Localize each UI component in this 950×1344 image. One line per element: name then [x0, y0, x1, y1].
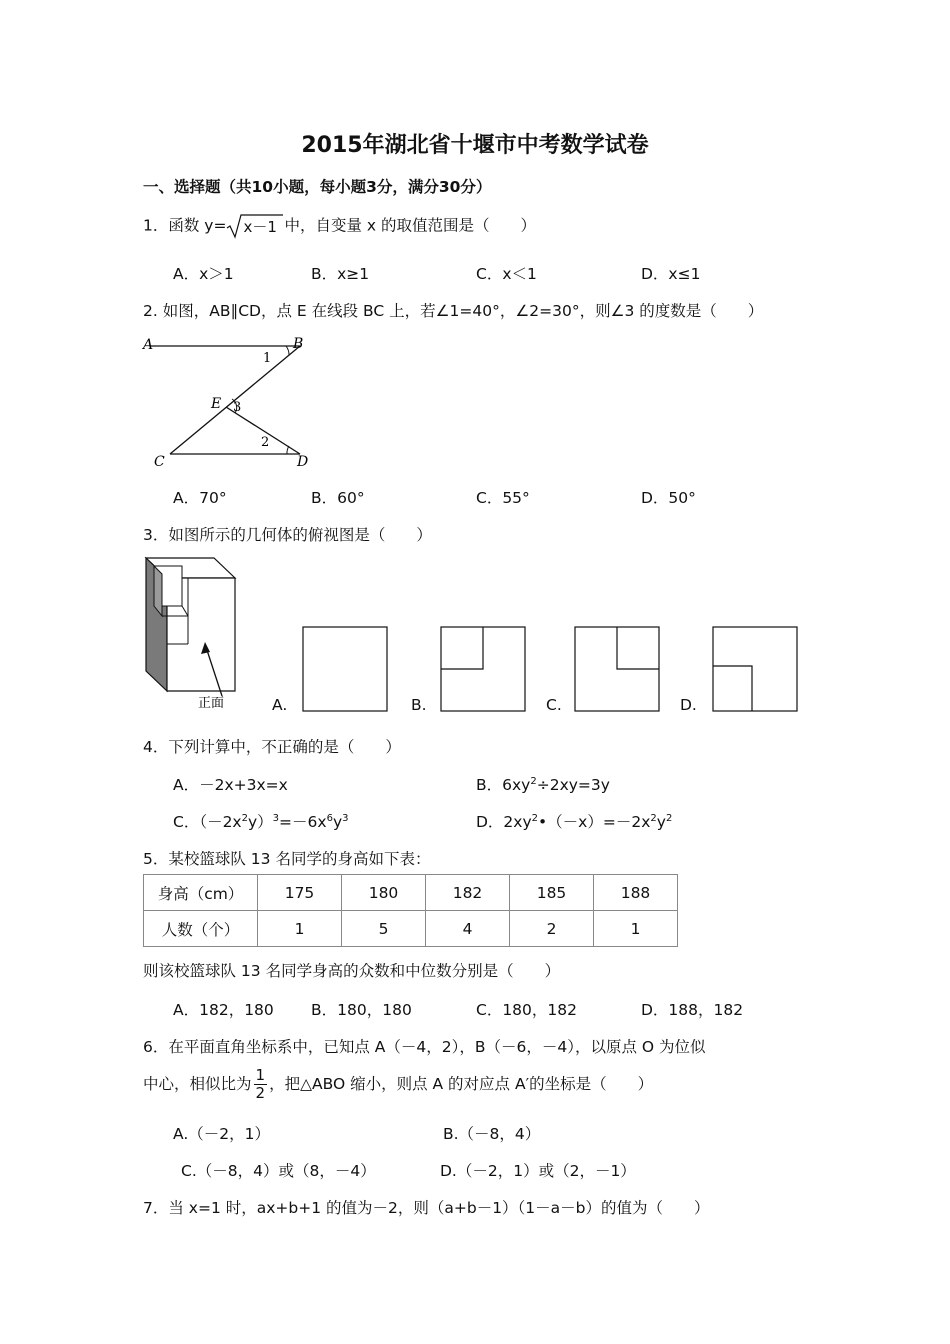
- label-c: C: [154, 454, 165, 470]
- q1-prefix: 1．函数 y=: [143, 216, 227, 235]
- q2-option-b: B．60°: [311, 489, 365, 507]
- q1-radicand: x－1: [243, 218, 277, 236]
- q4-option-d: D．$2xy^2•(-x)=-2x^2y^2$: [476, 812, 673, 831]
- q3-option-d-figure: [712, 626, 800, 714]
- q6-option-a: A.（－2，1）: [173, 1125, 270, 1143]
- q3-option-a-figure: [302, 626, 390, 714]
- angle-1-arc: [286, 346, 289, 355]
- height-table: [143, 874, 678, 947]
- table-cell: 180: [342, 875, 426, 911]
- question-4: 4．下列计算中，不正确的是（ ）: [143, 738, 401, 756]
- q1-option-b: B．x≥1: [311, 265, 370, 283]
- q5-option-a: A．182，180: [173, 1001, 274, 1019]
- table-cell: 1: [594, 911, 678, 947]
- front-label: 正面: [198, 696, 225, 711]
- table-header-height: 身高（cm）: [144, 875, 258, 911]
- q3-option-d-label: D.: [680, 696, 697, 714]
- q6-line2-suffix: ，把△ABO 缩小，则点 A 的对应点 A′的坐标是（ ）: [269, 1075, 654, 1093]
- angle-2-label: 2: [261, 435, 270, 450]
- q2-figure: [140, 332, 320, 470]
- q1-option-c: C．x＜1: [476, 265, 537, 283]
- q4-option-c: C．$(-2x^2y)^3=-6x^6y^3$: [173, 812, 349, 831]
- table-cell: 5: [342, 911, 426, 947]
- table-cell: 2: [510, 911, 594, 947]
- q5-option-b: B．180，180: [311, 1001, 412, 1019]
- q6-line2-prefix: 中心，相似比为: [143, 1075, 252, 1093]
- q6-option-c: C.（－8，4）或（8，－4）: [181, 1162, 376, 1180]
- angle-2-arc: [287, 446, 289, 454]
- q6-option-d: D.（－2，1）或（2，－1）: [440, 1162, 636, 1180]
- question-5: 5．某校篮球队 13 名同学的身高如下表：: [143, 850, 431, 868]
- page-title: 2015年湖北省十堰市中考数学试卷: [301, 133, 649, 158]
- question-3: 3．如图所示的几何体的俯视图是（ ）: [143, 526, 432, 544]
- q3-solid-figure: [140, 554, 250, 714]
- q5-option-d: D．188，182: [641, 1001, 744, 1019]
- question-2: 2. 如图，AB∥CD，点 E 在线段 BC 上，若∠1=40°，∠2=30°，则∠3 的度数是（ ）: [143, 302, 764, 320]
- q2-option-c: C．55°: [476, 489, 530, 507]
- q5-option-c: C．180，182: [476, 1001, 577, 1019]
- q3-option-c-label: C.: [546, 696, 562, 714]
- label-b: B: [293, 336, 304, 352]
- q3-option-a-label: A.: [272, 696, 288, 714]
- question-7: 7．当 x=1 时，ax+b+1 的值为－2，则（a+b－1）（1－a－b）的值为（ ）: [143, 1199, 710, 1217]
- table-cell: 4: [426, 911, 510, 947]
- section-heading: 一、选择题（共10小题，每小题3分，满分30分）: [143, 178, 492, 196]
- angle-1-label: 1: [263, 351, 272, 366]
- q2-option-d: D．50°: [641, 489, 696, 507]
- q6-option-b: B.（－8，4）: [443, 1125, 541, 1143]
- fraction-one-half: [254, 1067, 268, 1102]
- angle-3-label: 3: [233, 400, 242, 415]
- q2-option-a: A．70°: [173, 489, 227, 507]
- q4-option-b: B．$6xy^2\div 2xy=3y$: [476, 775, 610, 794]
- table-header-count: 人数（个）: [144, 911, 258, 947]
- question-1: [143, 213, 536, 239]
- fraction-denominator: 2: [255, 1084, 266, 1102]
- question-6-line2: [143, 1067, 653, 1102]
- table-cell: 188: [594, 875, 678, 911]
- q1-option-d: D．x≤1: [641, 265, 701, 283]
- label-e: E: [211, 396, 222, 412]
- q3-option-b-figure: [440, 626, 528, 714]
- table-cell: 182: [426, 875, 510, 911]
- question-6-line1: 6．在平面直角坐标系中，已知点 A（－4，2），B（－6，－4），以原点 O 为位似: [143, 1038, 706, 1056]
- table-cell: 185: [510, 875, 594, 911]
- q1-suffix: 中，自变量 x 的取值范围是（ ）: [284, 216, 536, 235]
- label-a: A: [143, 337, 154, 353]
- table-cell: 175: [258, 875, 342, 911]
- table-cell: 1: [258, 911, 342, 947]
- sqrt-expression: [226, 213, 284, 239]
- q3-option-c-figure: [574, 626, 662, 714]
- question-5-followup: 则该校篮球队 13 名同学身高的众数和中位数分别是（ ）: [143, 962, 561, 980]
- label-d: D: [297, 454, 309, 470]
- q4-option-a: A．－2x+3x=x: [173, 776, 288, 794]
- table-row: [144, 911, 678, 947]
- table-row: [144, 875, 678, 911]
- q3-option-b-label: B.: [411, 696, 427, 714]
- q1-option-a: A．x＞1: [173, 265, 234, 283]
- fraction-numerator: 1: [255, 1066, 266, 1084]
